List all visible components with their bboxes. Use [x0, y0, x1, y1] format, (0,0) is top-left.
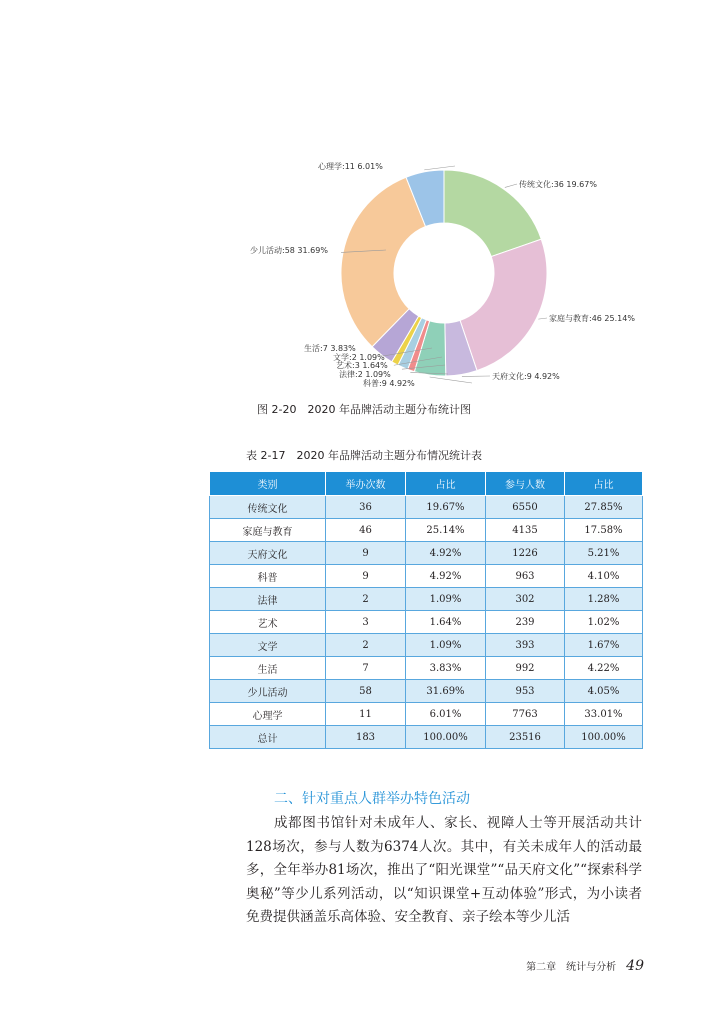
table-row	[210, 565, 643, 588]
slice-label: 生活:7 3.83%	[304, 344, 356, 353]
table-cell: 239	[486, 611, 565, 634]
chapter-title: 第二章 统计与分析	[526, 962, 617, 973]
page-number: 49	[626, 958, 644, 974]
table-cell: 100.00%	[406, 726, 486, 749]
table-cell: 1.67%	[565, 634, 643, 657]
table-caption: 表 2-17 2020 年品牌活动主题分布情况统计表	[246, 449, 482, 462]
table-cell: 302	[486, 588, 565, 611]
table-body	[210, 496, 643, 749]
table-cell: 天府文化	[210, 542, 326, 565]
table-row	[210, 657, 643, 680]
table-cell: 6550	[486, 496, 565, 519]
slice-label: 天府文化:9 4.92%	[492, 372, 560, 381]
table-cell: 953	[486, 680, 565, 703]
table-cell: 1.64%	[406, 611, 486, 634]
table-cell: 33.01%	[565, 703, 643, 726]
table-cell: 少儿活动	[210, 680, 326, 703]
table-cell: 963	[486, 565, 565, 588]
table-cell: 46	[326, 519, 406, 542]
body-paragraph: 成都图书馆针对未成年人、家长、视障人士等开展活动共计128场次，参与人数为6374人次。其中，有关未成年人的活动最多，全年举办81场次，推出了“阳光课堂”“品天府文化”“探索科学奥秘”等少儿系列活动，以“知识课堂+互动体验”形式，为小读者免费提供涵盖乐高体验、安全教育、亲子绘本等少儿活	[246, 815, 642, 925]
table-cell: 心理学	[210, 703, 326, 726]
slice-label: 艺术:3 1.64%	[336, 361, 388, 370]
table-cell: 传统文化	[210, 496, 326, 519]
table-cell: 2	[326, 634, 406, 657]
table-cell: 183	[326, 726, 406, 749]
table-row	[210, 680, 643, 703]
header-category: 类别	[210, 472, 326, 496]
table-row	[210, 611, 643, 634]
table-cell: 58	[326, 680, 406, 703]
table-cell: 4.22%	[565, 657, 643, 680]
table-cell: 992	[486, 657, 565, 680]
header-count: 举办次数	[326, 472, 406, 496]
leader-line	[424, 166, 455, 170]
page-footer	[526, 958, 644, 974]
table-cell: 4.05%	[565, 680, 643, 703]
table-cell: 100.00%	[565, 726, 643, 749]
table-cell: 文学	[210, 634, 326, 657]
pie-slice-2	[460, 239, 547, 370]
header-count-share: 占比	[406, 472, 486, 496]
slice-label: 心理学:11 6.01%	[318, 162, 383, 171]
table-header-row	[210, 472, 643, 496]
table-cell: 4135	[486, 519, 565, 542]
table-row	[210, 634, 643, 657]
slice-label: 少儿活动:58 31.69%	[250, 246, 328, 255]
table-cell: 1.28%	[565, 588, 643, 611]
table-cell: 家庭与教育	[210, 519, 326, 542]
table-row	[210, 726, 643, 749]
table-row	[210, 496, 643, 519]
table-cell: 5.21%	[565, 542, 643, 565]
table-cell: 4.92%	[406, 542, 486, 565]
table-row	[210, 703, 643, 726]
slice-label: 科普:9 4.92%	[363, 379, 415, 388]
table-cell: 6.01%	[406, 703, 486, 726]
table-cell: 23516	[486, 726, 565, 749]
table-row	[210, 588, 643, 611]
leader-line	[538, 318, 547, 319]
table-cell: 25.14%	[406, 519, 486, 542]
slice-label: 法律:2 1.09%	[339, 370, 391, 379]
table-cell: 7	[326, 657, 406, 680]
table-cell: 4.92%	[406, 565, 486, 588]
table-cell: 1226	[486, 542, 565, 565]
table-cell: 19.67%	[406, 496, 486, 519]
table-cell: 11	[326, 703, 406, 726]
table-cell: 1.02%	[565, 611, 643, 634]
slice-label: 文学:2 1.09%	[333, 353, 385, 362]
table-cell: 393	[486, 634, 565, 657]
table-cell: 法律	[210, 588, 326, 611]
table-cell: 36	[326, 496, 406, 519]
slice-label: 传统文化:36 19.67%	[519, 180, 597, 189]
table-cell: 3	[326, 611, 406, 634]
donut-chart	[0, 0, 728, 400]
table-cell: 艺术	[210, 611, 326, 634]
table-cell: 9	[326, 565, 406, 588]
table-cell: 生活	[210, 657, 326, 680]
table-cell: 1.09%	[406, 588, 486, 611]
header-participant-share: 占比	[565, 472, 643, 496]
table-cell: 3.83%	[406, 657, 486, 680]
table-cell: 1.09%	[406, 634, 486, 657]
section-title: 二、针对重点人群举办特色活动	[274, 791, 470, 807]
table-cell: 9	[326, 542, 406, 565]
table-cell: 科普	[210, 565, 326, 588]
table-cell: 27.85%	[565, 496, 643, 519]
table-row	[210, 542, 643, 565]
stats-table	[209, 471, 643, 749]
header-participants: 参与人数	[486, 472, 565, 496]
table-cell: 4.10%	[565, 565, 643, 588]
table-cell: 2	[326, 588, 406, 611]
table-cell: 总计	[210, 726, 326, 749]
table-cell: 7763	[486, 703, 565, 726]
table-cell: 17.58%	[565, 519, 643, 542]
leader-line	[505, 184, 517, 187]
leader-line	[430, 377, 472, 383]
table-row	[210, 519, 643, 542]
figure-caption: 图 2-20 2020 年品牌活动主题分布统计图	[257, 403, 471, 416]
slice-label: 家庭与教育:46 25.14%	[549, 314, 635, 323]
table-cell: 31.69%	[406, 680, 486, 703]
